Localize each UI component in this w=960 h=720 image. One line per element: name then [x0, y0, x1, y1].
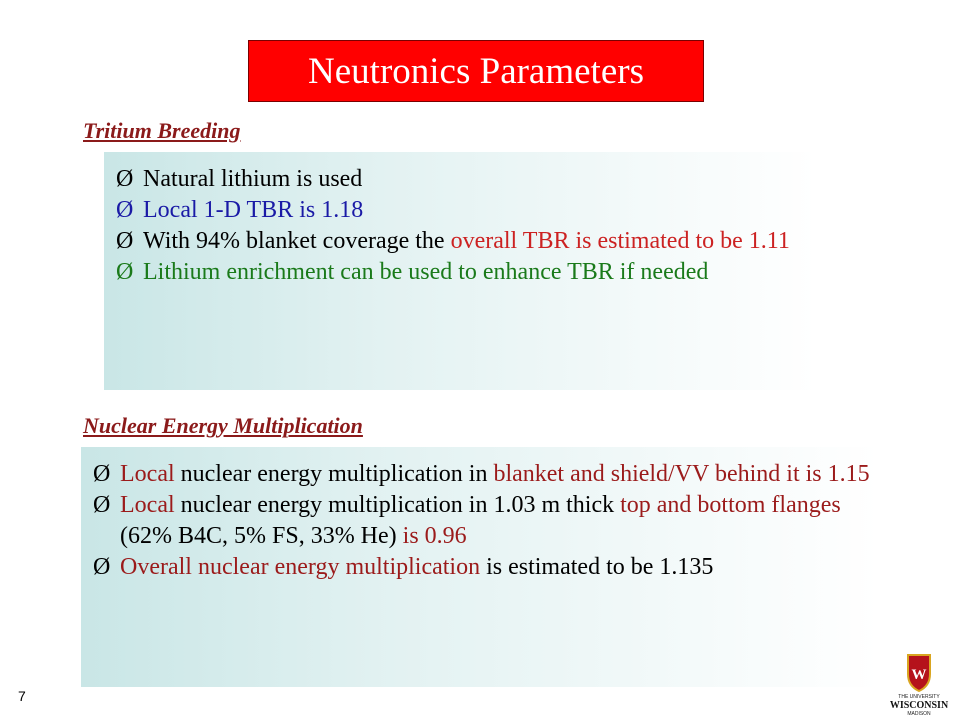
logo-text-main: WISCONSIN: [889, 700, 949, 711]
slide-title: Neutronics Parameters: [308, 50, 644, 92]
university-logo: [884, 652, 954, 718]
list-item: Ø Lithium enrichment can be used to enhance TBR if needed: [116, 257, 816, 288]
arrow-bullet-icon: Ø: [93, 554, 111, 580]
list-item: Ø Local 1-D TBR is 1.18: [116, 195, 816, 226]
arrow-bullet-icon: Ø: [93, 461, 111, 487]
arrow-bullet-icon: Ø: [116, 166, 134, 192]
arrow-bullet-icon: Ø: [116, 228, 134, 254]
list-item: Ø Local nuclear energy multiplication in 1.03 m thick top and bottom flanges (62% B4C, 5% FS, 33% He) is 0.96: [93, 492, 841, 549]
tritium-breeding-panel: [104, 152, 816, 390]
energy-bullet-list: [93, 459, 878, 583]
list-item: Ø Overall nuclear energy multiplication is estimated to be 1.135: [93, 552, 878, 583]
arrow-bullet-icon: Ø: [116, 259, 134, 285]
logo-text-top: THE UNIVERSITY: [898, 694, 940, 700]
page-number: 7: [18, 688, 26, 704]
logo-text-bottom: MADISON: [907, 711, 931, 717]
crest-letter: W: [911, 667, 927, 683]
tritium-breeding-heading: Tritium Breeding: [83, 118, 241, 143]
energy-multiplication-panel: [81, 447, 878, 687]
arrow-bullet-icon: Ø: [93, 492, 111, 518]
arrow-bullet-icon: Ø: [116, 197, 134, 223]
list-item: Ø Natural lithium is used: [116, 164, 816, 195]
list-item: Ø Local nuclear energy multiplication in blanket and shield/VV behind it is 1.15: [93, 459, 878, 490]
list-item: Ø With 94% blanket coverage the overall TBR is estimated to be 1.11: [116, 226, 816, 257]
tritium-bullet-list: [116, 164, 816, 288]
slide-title-box: [248, 40, 704, 102]
energy-multiplication-heading: Nuclear Energy Multiplication: [83, 413, 363, 438]
